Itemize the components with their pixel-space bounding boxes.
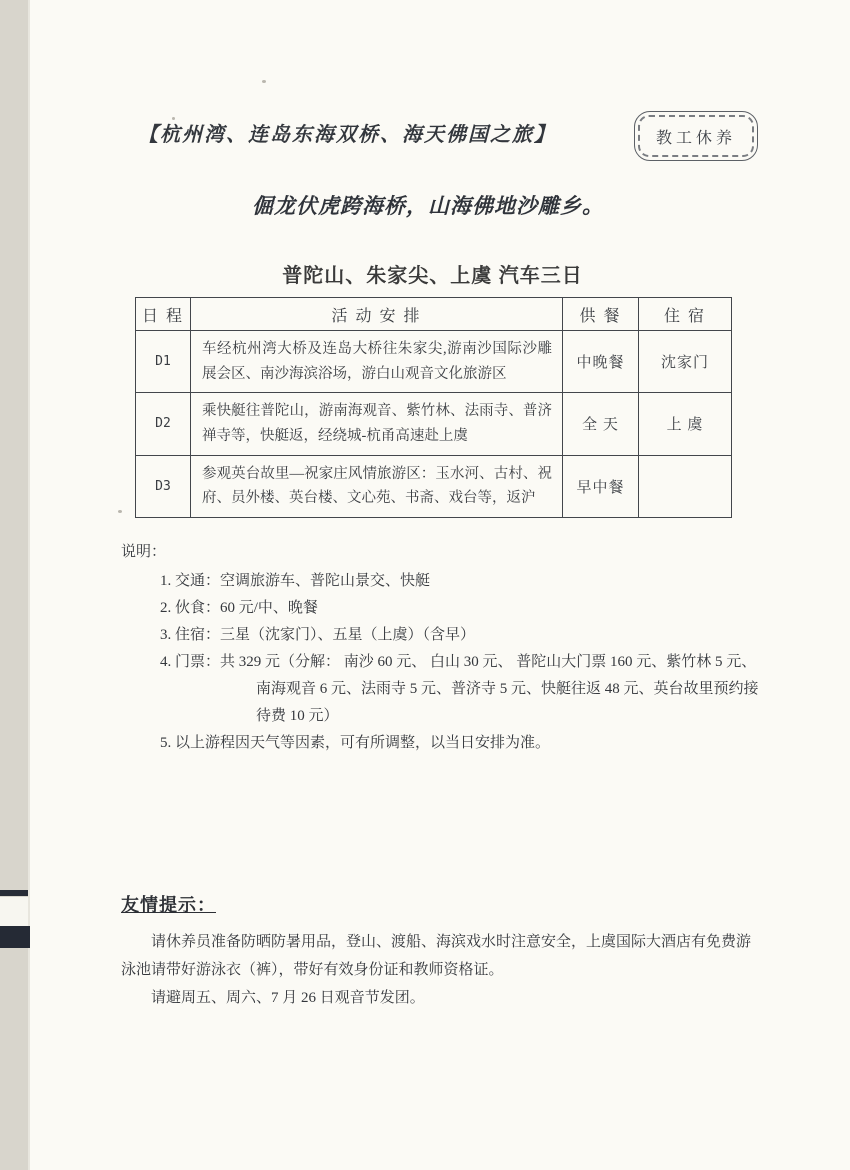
scan-artifact-light-band xyxy=(0,897,28,926)
note-lodging: 3. 住宿：三星（沈家门）、五星（上虞）（含早） xyxy=(160,627,476,643)
note-transport: 1. 交通：空调旅游车、普陀山景交、快艇 xyxy=(160,573,431,589)
day-cell: D3 xyxy=(136,455,191,517)
tour-subtitle: 普陀山、朱家尖、上虞 汽车三日 xyxy=(282,265,583,287)
day-cell: D2 xyxy=(136,393,191,455)
tips-paragraph-schedule: 请避周五、周六、7 月 26 日观音节发团。 xyxy=(151,990,425,1006)
lodging-cell xyxy=(639,455,732,517)
table-header-row xyxy=(136,298,732,331)
note-tickets: 4. 门票：共 329 元（分解： 南沙 60 元、 白山 30 元、 普陀山大门票 160 元、紫竹林 5 元、 南海观音 6 元、法雨寺 5 元、普济寺 5 元、快艇往返 48 元、英台故里预约接待费 10 元） xyxy=(160,654,759,724)
meals-cell: 全 天 xyxy=(563,393,639,455)
note-weather: 5. 以上游程因天气等因素，可有所调整，以当日安排为准。 xyxy=(160,735,551,751)
tips-body xyxy=(121,928,759,1012)
itinerary-table xyxy=(135,297,732,518)
lodging-cell: 上 虞 xyxy=(639,393,732,455)
scanner-background-strip xyxy=(0,0,28,1170)
tips-paragraph-safety: 请休养员准备防晒防暑用品，登山、渡船、海滨戏水时注意安全，上虞国际大酒店有免费游泳池请带好游泳衣（裤），带好有效身份证和教师资格证。 xyxy=(121,934,752,978)
header-meals: 供 餐 xyxy=(563,298,639,331)
seal-text: 教工休养 xyxy=(655,129,736,147)
lodging-cell: 沈家门 xyxy=(639,331,732,393)
table-row xyxy=(136,331,732,393)
tips-heading: 友情提示： xyxy=(121,895,216,915)
activity-cell: 车经杭州湾大桥及连岛大桥往朱家尖,游南沙国际沙雕展会区、南沙海滨浴场，游白山观音文化旅游区 xyxy=(191,331,563,393)
header-lodging: 住 宿 xyxy=(639,298,732,331)
header-day: 日 程 xyxy=(136,298,191,331)
scan-speck xyxy=(262,80,266,83)
table-row xyxy=(136,455,732,517)
meals-cell: 早中餐 xyxy=(563,455,639,517)
scan-artifact-dark-band-top xyxy=(0,890,28,896)
header-activity: 活 动 安 排 xyxy=(191,298,563,331)
table-row xyxy=(136,393,732,455)
scan-speck xyxy=(118,510,122,513)
activity-cell: 乘快艇往普陀山，游南海观音、紫竹林、法雨寺、普济禅寺等，快艇返，经绕城-杭甬高速赴上虞 xyxy=(191,393,563,455)
staff-recuperation-seal xyxy=(634,111,758,161)
notes-heading: 说明： xyxy=(121,544,167,560)
document-title: 【杭州湾、连岛东海双桥、海天佛国之旅】 xyxy=(138,124,556,146)
activity-cell: 参观英台故里—祝家庄风情旅游区：玉水河、古村、祝府、员外楼、英台楼、文心苑、书斋、戏台等，返沪 xyxy=(191,455,563,517)
notes-list xyxy=(160,568,760,757)
meals-cell: 中晚餐 xyxy=(563,331,639,393)
note-meals: 2. 伙食：60 元/中、晚餐 xyxy=(160,600,318,616)
day-cell: D1 xyxy=(136,331,191,393)
scan-artifact-dark-band-bottom xyxy=(0,926,30,948)
page-edge-shadow xyxy=(28,0,30,1170)
calligraphy-slogan: 倔龙伏虎跨海桥，山海佛地沙雕乡。 xyxy=(252,194,604,218)
